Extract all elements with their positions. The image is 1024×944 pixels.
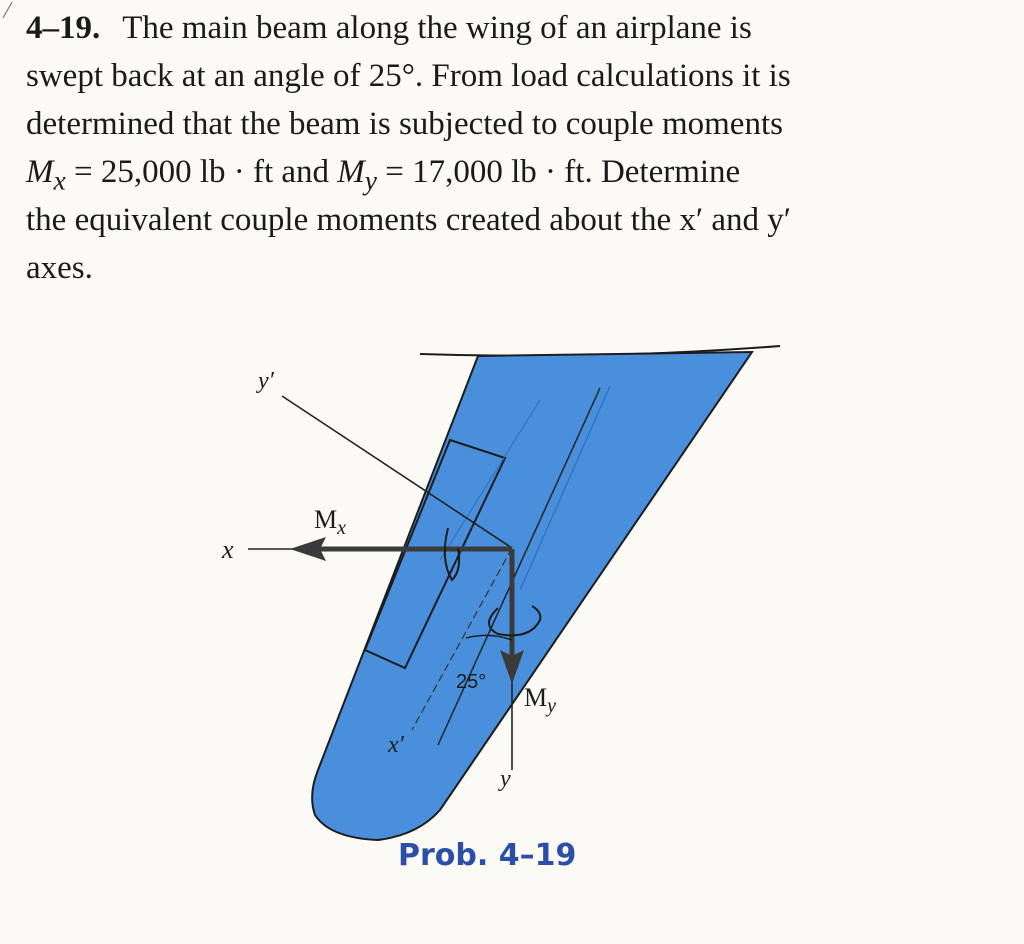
mx-subscript: x — [53, 164, 66, 196]
label-my-sub: y — [547, 695, 557, 717]
mx-value: = 25,000 lb · ft and — [65, 154, 338, 190]
label-my — [524, 683, 556, 717]
my-symbol: M — [337, 154, 365, 190]
label-mx-sub: x — [337, 517, 347, 539]
label-mx — [314, 505, 346, 539]
my-value: = 17,000 lb · ft. Determine — [377, 154, 741, 190]
wing-shape — [312, 352, 752, 840]
problem-line-2: swept back at an angle of 25°. From load calculations it is — [26, 58, 791, 94]
problem-line-6: axes. — [26, 250, 93, 286]
problem-line-5: the equivalent couple moments created about the x′ and y′ — [26, 202, 791, 238]
label-y-prime: y′ — [258, 368, 274, 394]
problem-text-1: The main beam along the wing of an airplane is — [122, 10, 752, 46]
label-my-main: M — [524, 683, 548, 712]
label-angle: 25° — [456, 671, 487, 693]
label-x-prime: x′ — [388, 732, 404, 758]
label-mx-main: M — [314, 505, 338, 534]
label-x: x — [222, 535, 234, 564]
label-y: y — [500, 766, 511, 792]
mx-symbol: M — [26, 154, 54, 190]
problem-number: 4–19. — [26, 10, 101, 46]
figure-caption: Prob. 4–19 — [398, 838, 577, 873]
my-subscript: y — [364, 164, 378, 196]
problem-line-3: determined that the beam is subjected to couple moments — [26, 106, 783, 142]
